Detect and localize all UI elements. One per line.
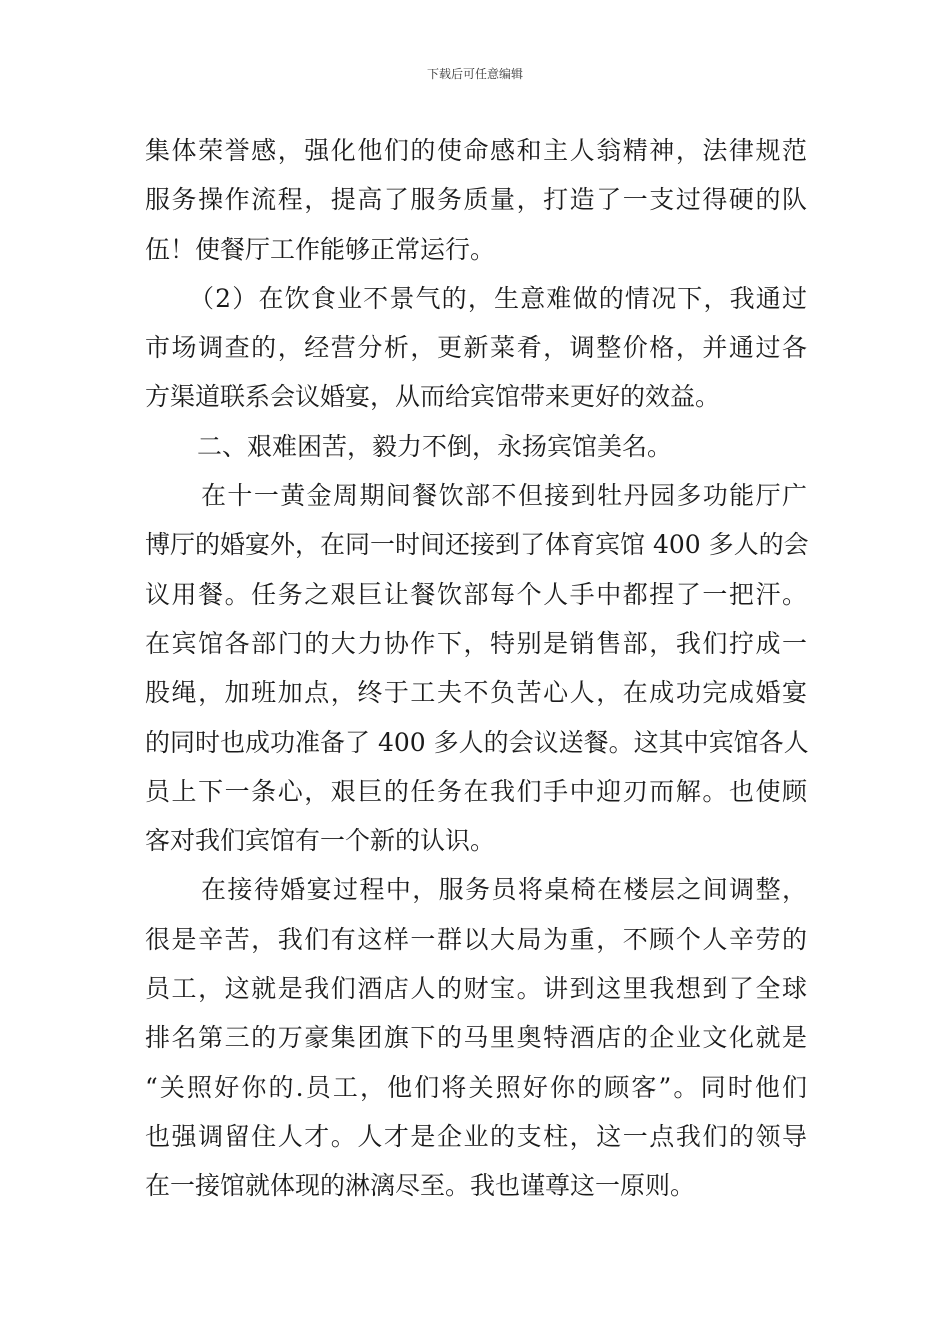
text-line: 的同时也成功准备了 400 多人的会议送餐。这其中宾馆各人: [145, 727, 809, 757]
text-line: 议用餐。任务之艰巨让餐饮部每个人手中都捏了一把汗。: [145, 579, 807, 609]
text-line: 博厅的婚宴外，在同一时间还接到了体育宾馆 400 多人的会: [145, 530, 809, 560]
text-line: 在一接馆就体现的淋漓尽至。我也谨尊这一原则。: [145, 1171, 696, 1201]
text-line: 股绳，加班加点，终于工夫不负苦心人，在成功完成婚宴: [145, 678, 807, 708]
text-line: 方渠道联系会议婚宴，从而给宾馆带来更好的效益。: [145, 382, 721, 412]
text-line: 员工，这就是我们酒店人的财宝。讲到这里我想到了全球: [145, 974, 807, 1004]
text-line: 也强调留住人才。人才是企业的支柱，这一点我们的领导: [145, 1121, 807, 1151]
text-line: 在接待婚宴过程中，服务员将桌椅在楼层之间调整，: [201, 875, 807, 905]
page-header-note: 下载后可任意编辑: [426, 67, 523, 81]
text-line: 集体荣誉感，强化他们的使命感和主人翁精神，法律规范: [145, 136, 807, 165]
text-line: “关照好你的.员工，他们将关照好你的顾客”。同时他们: [145, 1072, 807, 1102]
document-body: [145, 126, 807, 1211]
text-line: 在宾馆各部门的大力协作下，特别是销售部，我们拧成一: [145, 628, 807, 658]
text-line: 市场调查的，经营分析，更新菜肴，调整价格，并通过各: [145, 333, 807, 363]
text-line: 伍！使餐厅工作能够正常运行。: [145, 234, 496, 264]
section-heading: 二、艰难困苦，毅力不倒，永扬宾馆美名。: [197, 431, 673, 461]
text-line: 排名第三的万豪集团旗下的马里奥特酒店的企业文化就是: [145, 1023, 807, 1053]
text-line: 在十一黄金周期间餐饮部不但接到牡丹园多功能厅广: [201, 481, 807, 511]
text-line: （2）在饮食业不景气的，生意难做的情况下，我通过: [189, 283, 807, 313]
text-line: 服务操作流程，提高了服务质量，打造了一支过得硬的队: [145, 185, 807, 215]
text-line: 客对我们宾馆有一个新的认识。: [145, 826, 496, 856]
text-line: 很是辛苦，我们有这样一群以大局为重，不顾个人辛劳的: [145, 924, 807, 954]
text-line: 员上下一条心，艰巨的任务在我们手中迎刃而解。也使顾: [145, 776, 807, 806]
